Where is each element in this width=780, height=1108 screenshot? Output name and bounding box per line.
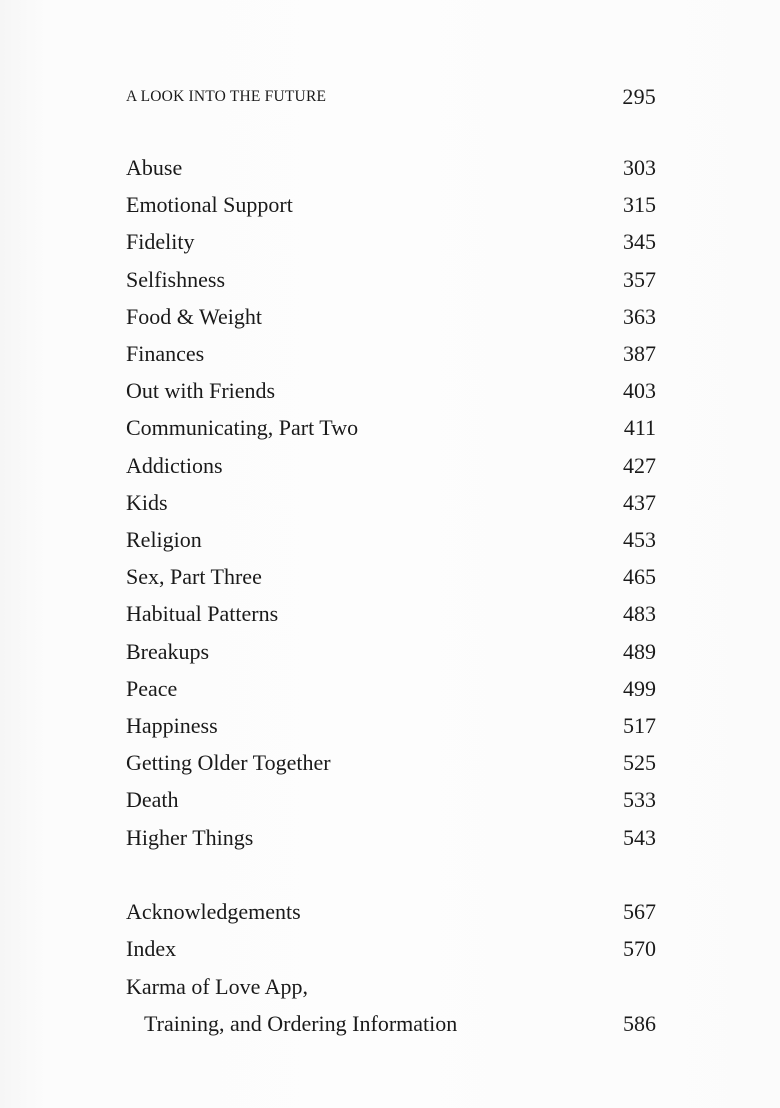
entry-page: 363 <box>623 303 656 329</box>
entry-title: Fidelity <box>126 229 195 255</box>
toc-entry <box>126 525 656 555</box>
entry-title: Acknowledgements <box>126 899 301 924</box>
entry-page: 357 <box>623 266 656 292</box>
toc-entry <box>126 897 656 927</box>
entry-title: Emotional Support <box>126 192 293 218</box>
toc-entry <box>126 190 656 220</box>
entry-page: 499 <box>623 675 656 701</box>
entry-page: 517 <box>623 713 656 738</box>
toc-entry <box>126 339 656 369</box>
toc-entry <box>126 376 656 406</box>
section-page: 295 <box>622 84 656 109</box>
toc-entry <box>126 934 656 964</box>
toc-entry <box>126 785 656 815</box>
entry-page: 437 <box>623 489 656 515</box>
entry-title: Getting Older Together <box>126 750 331 776</box>
toc-entry <box>126 823 656 853</box>
toc-entry <box>126 674 656 704</box>
entry-title: Training, and Ordering Information <box>144 1010 458 1036</box>
entry-title: Death <box>126 787 179 813</box>
entry-title: Abuse <box>126 155 183 180</box>
entry-title: Breakups <box>126 638 210 664</box>
toc-entry <box>126 227 656 257</box>
toc-entry <box>126 265 656 295</box>
section-heading <box>126 82 656 112</box>
entry-title: Index <box>126 936 177 962</box>
entry-title: Sex, Part Three <box>126 564 262 590</box>
entry-page: 483 <box>623 601 656 627</box>
entry-title: Happiness <box>126 713 218 738</box>
entry-page: 543 <box>623 824 656 850</box>
toc-entry <box>126 302 656 332</box>
entry-page: 465 <box>623 564 656 590</box>
entry-page: 586 <box>623 1010 656 1036</box>
toc-entry <box>126 488 656 518</box>
toc-entry <box>126 637 656 667</box>
toc-entry <box>126 153 656 183</box>
toc-entry <box>126 413 656 443</box>
entry-page: 567 <box>623 899 656 924</box>
entry-page: 453 <box>623 527 656 552</box>
entry-page: 411 <box>623 415 656 441</box>
entry-page: 387 <box>623 341 656 366</box>
entry-title: Habitual Patterns <box>126 601 279 627</box>
toc-entry <box>126 972 656 1002</box>
entry-title: Food & Weight <box>126 303 262 329</box>
entry-title: Religion <box>126 527 202 552</box>
entry-title: Peace <box>126 675 178 701</box>
toc-entry <box>126 451 656 481</box>
entry-title: Addictions <box>126 452 223 478</box>
toc-entry <box>126 599 656 629</box>
toc-entry <box>126 711 656 741</box>
entry-page: 403 <box>623 378 656 404</box>
toc-entry <box>126 1009 656 1039</box>
toc-entry <box>126 748 656 778</box>
entry-page: 533 <box>623 787 656 813</box>
toc-entry <box>126 562 656 592</box>
entry-page: 315 <box>623 192 656 218</box>
entry-title: Higher Things <box>126 824 254 850</box>
entry-page: 570 <box>623 936 656 962</box>
entry-title: Karma of Love App, <box>126 973 309 999</box>
entry-title: Finances <box>126 341 205 366</box>
entry-page: 427 <box>623 452 656 478</box>
entry-title: Selfishness <box>126 266 225 292</box>
entry-page: 303 <box>623 155 656 180</box>
entry-title: Kids <box>126 489 168 515</box>
entry-page: 345 <box>623 229 656 255</box>
entry-page: 525 <box>623 750 656 776</box>
entry-title: Out with Friends <box>126 378 276 404</box>
section-title: A LOOK INTO THE FUTURE <box>126 88 327 105</box>
entry-page: 489 <box>623 638 656 664</box>
entry-title: Communicating, Part Two <box>126 415 359 441</box>
